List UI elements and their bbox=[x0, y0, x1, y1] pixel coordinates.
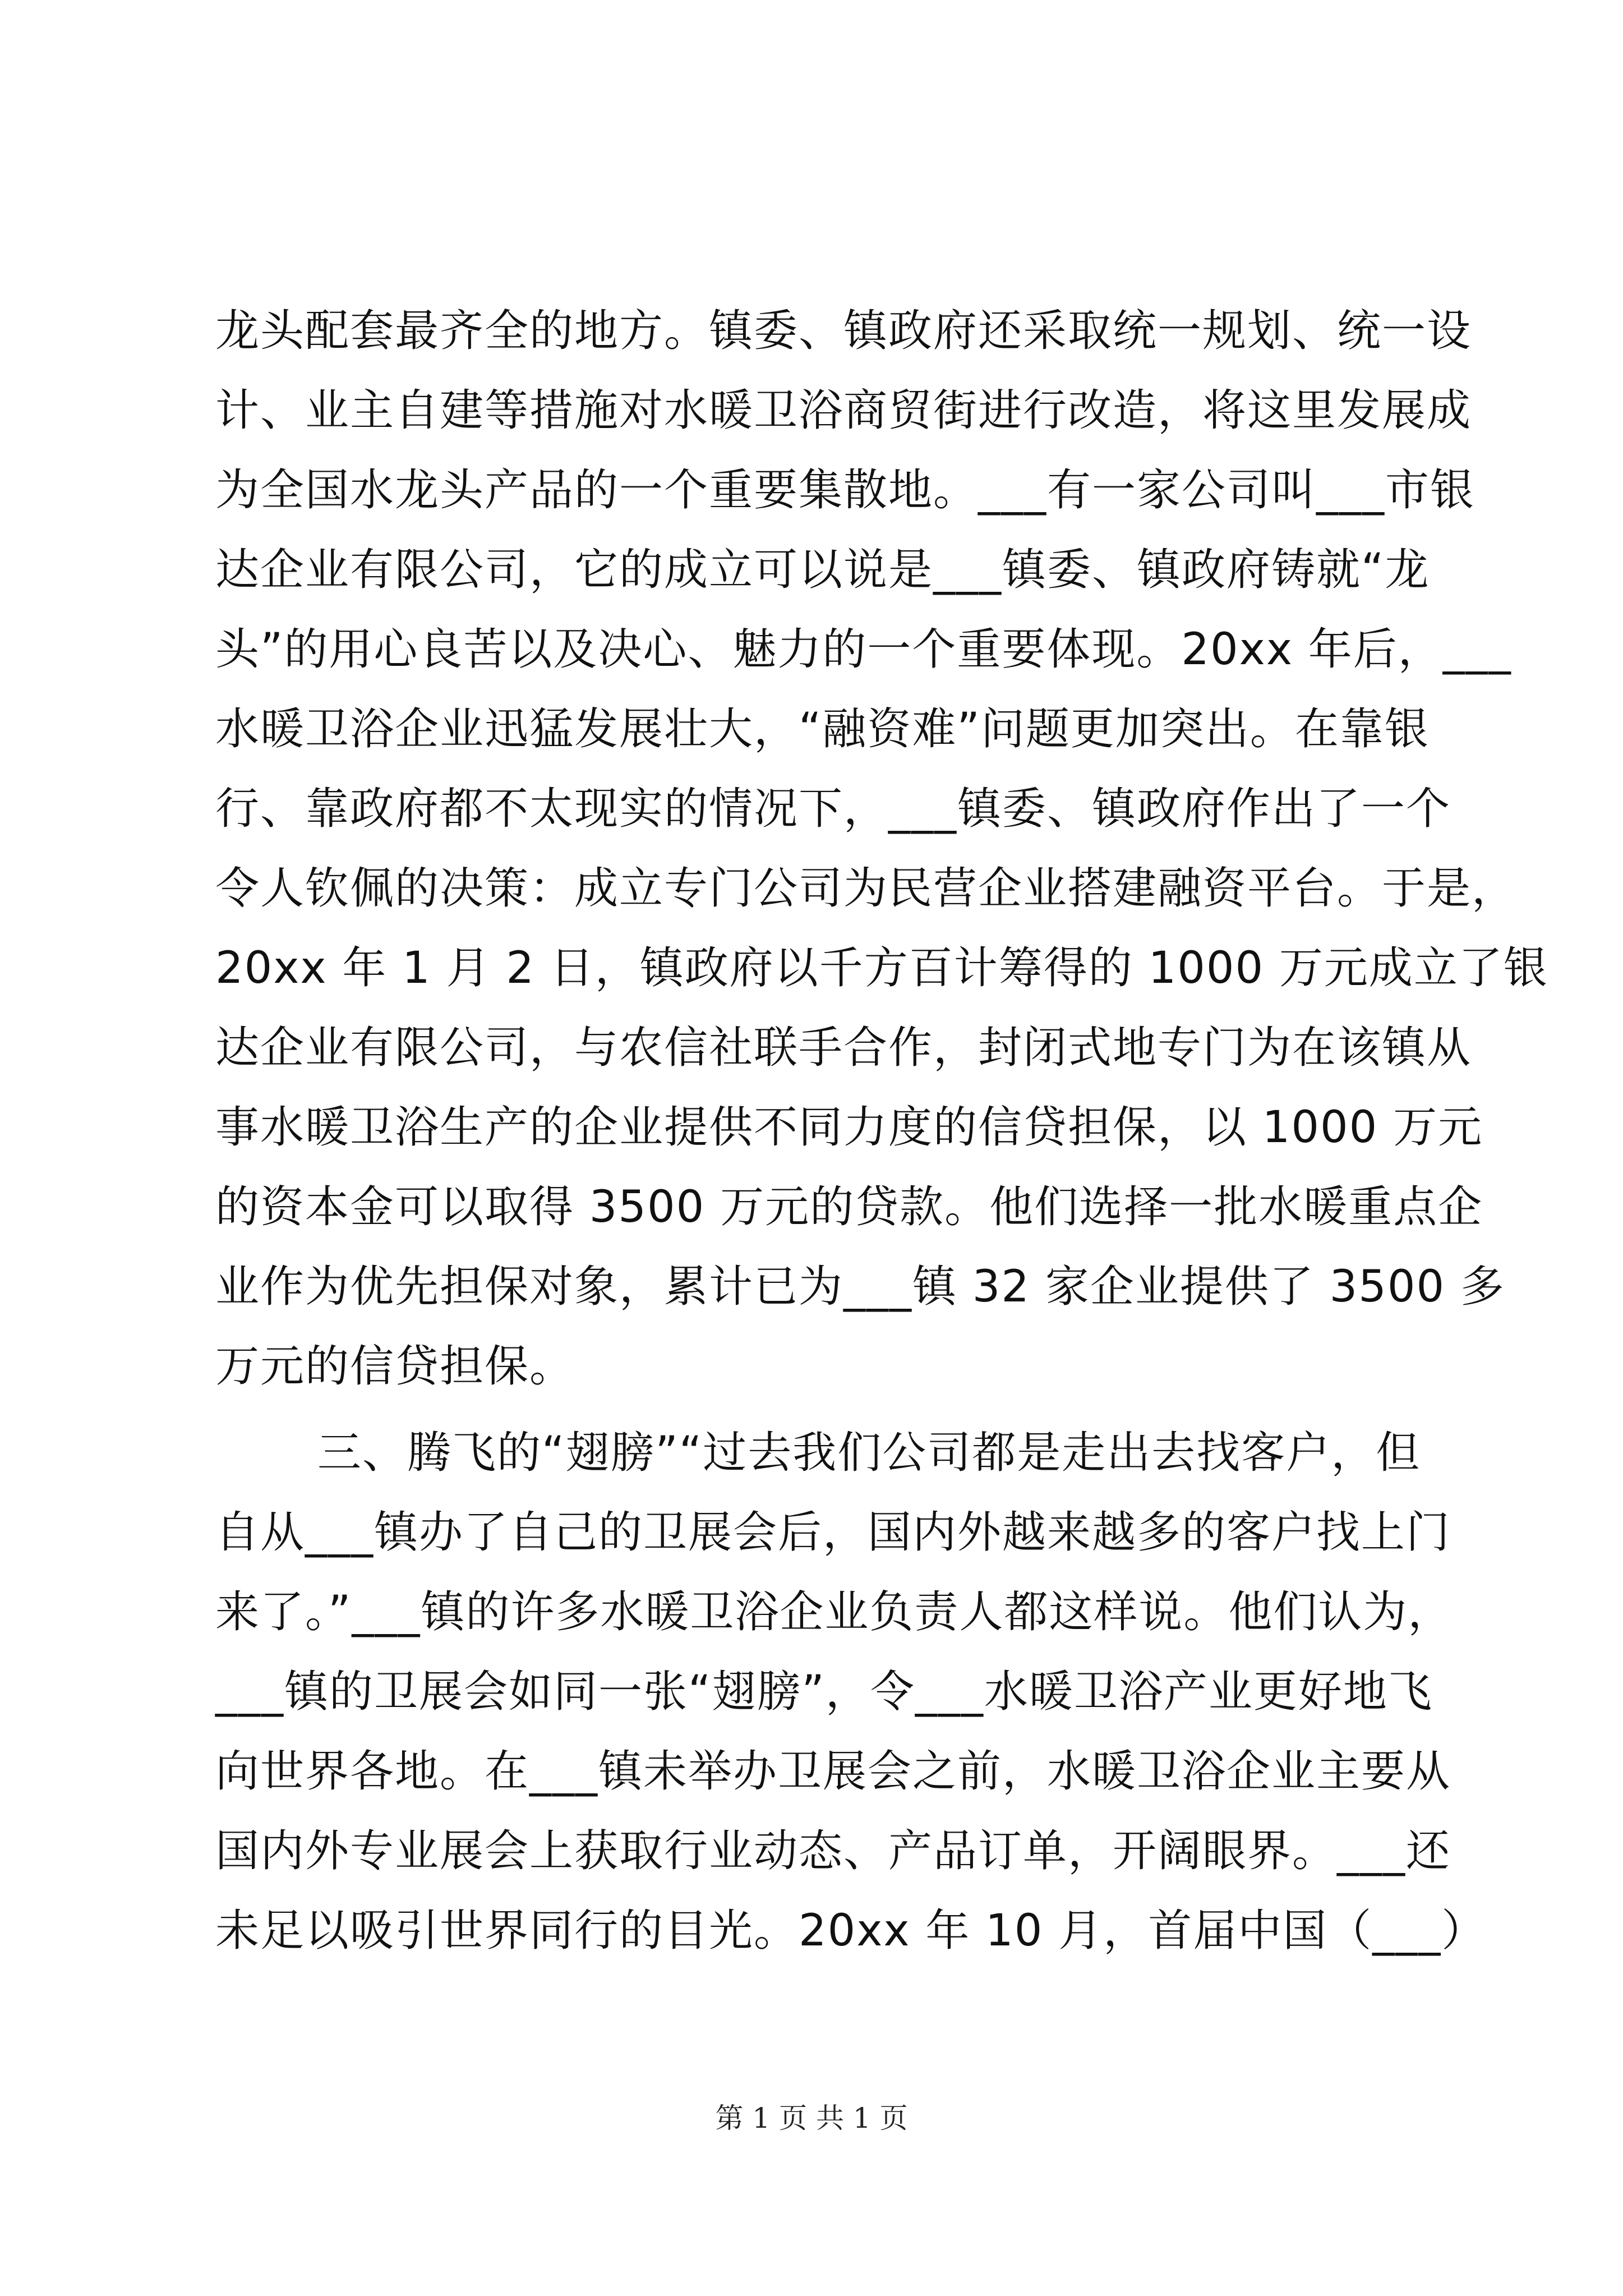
body-text-line: ___镇的卫展会如同一张“翅膀”，令___水暖卫浴产业更好地飞 bbox=[215, 1667, 1433, 1717]
body-text-line: 的资本金可以取得 3500 万元的贷款。他们选择一批水暖重点企 bbox=[215, 1182, 1483, 1232]
body-text-line: 计、业主自建等措施对水暖卫浴商贸街进行改造，将这里发展成 bbox=[215, 385, 1472, 436]
body-text-line: 业作为优先担保对象，累计已为___镇 32 家企业提供了 3500 多 bbox=[215, 1262, 1505, 1312]
body-text-line: 未足以吸引世界同行的目光。20xx 年 10 月，首届中国（___） bbox=[215, 1906, 1487, 1956]
section-heading-line: 三、腾飞的“翅膀”“过去我们公司都是走出去找客户，但 bbox=[317, 1428, 1421, 1478]
body-text-line: 事水暖卫浴生产的企业提供不同力度的信贷担保，以 1000 万元 bbox=[215, 1102, 1483, 1153]
body-text-line: 达企业有限公司，与农信社联手合作，封闭式地专门为在该镇从 bbox=[215, 1023, 1472, 1073]
page-footer: 第 1 页 共 1 页 bbox=[715, 2102, 908, 2134]
body-text-line: 龙头配套最齐全的地方。镇委、镇政府还采取统一规划、统一设 bbox=[215, 306, 1472, 356]
body-text-line: 国内外专业展会上获取行业动态、产品订单，开阔眼界。___还 bbox=[215, 1826, 1451, 1876]
body-text-line: 头”的用心良苦以及决心、魅力的一个重要体现。20xx 年后，___ bbox=[215, 624, 1512, 675]
body-text-line: 为全国水龙头产品的一个重要集散地。___有一家公司叫___市银 bbox=[215, 465, 1476, 516]
body-text-line: 行、靠政府都不太现实的情况下，___镇委、镇政府作出了一个 bbox=[215, 784, 1451, 834]
body-text-line: 令人钦佩的决策：成立专门公司为民营企业搭建融资平台。于是， bbox=[215, 863, 1517, 914]
body-text-line: 万元的信贷担保。 bbox=[215, 1341, 575, 1392]
body-text-line: 来了。”___镇的许多水暖卫浴企业负责人都这样说。他们认为， bbox=[215, 1587, 1453, 1637]
body-text-line: 20xx 年 1 月 2 日，镇政府以千方百计筹得的 1000 万元成立了银 bbox=[215, 943, 1548, 993]
body-text-line: 向世界各地。在___镇未举办卫展会之前，水暖卫浴企业主要从 bbox=[215, 1746, 1451, 1797]
body-text-line: 自从___镇办了自己的卫展会后，国内外越来越多的客户找上门 bbox=[215, 1507, 1451, 1558]
body-text-line: 达企业有限公司，它的成立可以说是___镇委、镇政府铸就“龙 bbox=[215, 545, 1430, 595]
body-text-line: 水暖卫浴企业迅猛发展壮大，“融资难”问题更加突出。在靠银 bbox=[215, 704, 1430, 754]
